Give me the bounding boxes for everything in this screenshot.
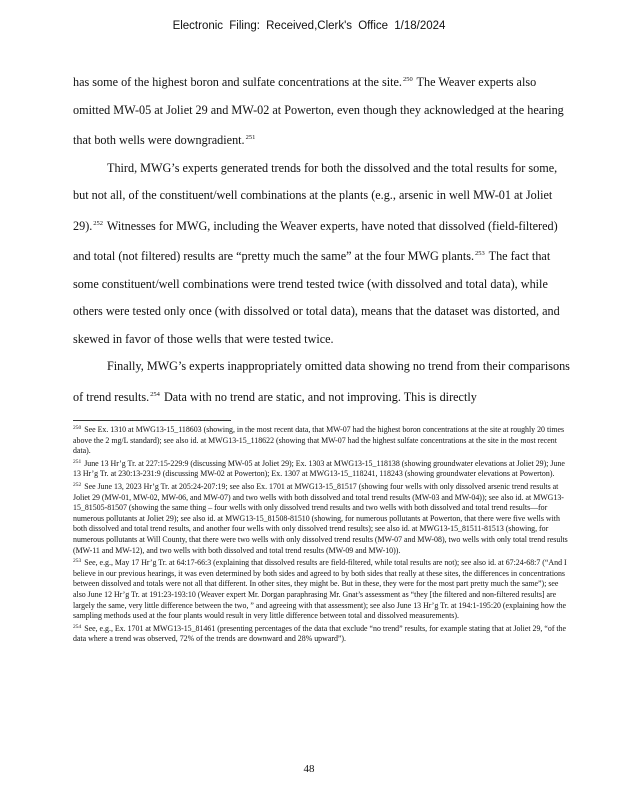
paragraph [73,155,571,354]
footnote-text: See Ex. 1310 at MWG13-15_118603 (showing, in the most recent data, that MW-07 had the highest boron concentrations at the site at roughly 20 times above the 2 mg/L standard); see also id. at MWG13-15_118622 (showing that MW-07 had the highest sulfate concentrations at the site in the most recent data). [73,425,565,456]
footnote-ref: 254 [150,390,160,398]
footnote-text: See June 13, 2023 Hr’g Tr. at 205:24-207:19; see also Ex. 1701 at MWG13-15_81517 (showing four wells with only dissolved arsenic trend results at Joliet 29 (MW-01, MW-02, MW-06, and MW-07) and two wells with both dissolved and total trend results (MW-03 and MW-04)); see also id. at MWG13-15_81505-81507 (showing the same thing – four wells with only dissolved trend results and two wells with both dissolved and total trend results—for numerous pollutants at Joliet 29); see also id. at MWG13-15_81508-81510 (showing, for numerous pollutants at Powerton, that there were five wells with both dissolved and total trend results, and another four wells with only dissolved trend results); see also id. at MWG13-15_81511-81513 (showing, for numerous pollutants at Will County, that there were two wells with only dissolved trend results (MW-07 and MW-08), two wells with only total trend results (MW-11 and MW-12), and two wells with both dissolved and total trend results (MW-09 and MW-10)). [73,481,568,555]
paragraph-text: Witnesses for MWG, including the Weaver experts, have noted that dissolved (field-filtered) and total (not filtered) results are “pretty much the same” at the four MWG plants. [73,218,558,263]
footnote [73,556,571,622]
footnote-text: See, e.g., Ex. 1701 at MWG13-15_81461 (presenting percentages of the data that exclude “no trend” results, for example stating that at Joliet 29, “of the data where a trend was observed, 72% of the trends are downward and 28% upward”). [73,623,567,644]
paragraph-text: The fact that some constituent/well combinations were trend tested twice (with dissolved and total data), while others were tested only once (with dissolved or total data), means that the dataset was distorted, and skewed in favor of those wells that were tested twice. [73,249,560,346]
paragraph [73,66,571,155]
footnote-ref: 252 [93,219,104,227]
page-number: 48 [303,763,315,775]
paragraph-text: has some of the highest boron and sulfate concentrations at the site. [73,75,402,89]
footnote-text: June 13 Hr’g Tr. at 227:15-229:9 (discussing MW-05 at Joliet 29); Ex. 1303 at MWG13-15_118138 (showing groundwater elevations at Joliet 29); June 13 Hr’g Tr. at 230:13-231:9 (discussing MW-02 at Powerton); Ex. 1307 at MWG13-15_118241, 118243 (showing groundwater elevations at Powerton). [73,458,565,479]
footnote-text: See, e.g., May 17 Hr’g Tr. at 64:17-66:3 (explaining that dissolved results are field-filtered, while total results are not); see also id. at 67:24-68:7 (“And I believe in our previous hearings, it was even determined by both sides and agreed to by both sides that really at these sites, the differences in concentrations between dissolved and totals were not all that different. In other sites, they might be. But in these, they were for the most part pretty much the same”); see also June 12 Hr’g Tr. at 191:23-193:10 (Weaver expert Mr. Dorgan paraphrasing Mr. Gnat’s assessment as “they [the filtered and non-filtered results] are largely the same, very little difference between the two, ” and agreeing with that assessment); see also June 13 Hr’g Tr. at 194:1-195:20 (explaining how the sampling methods used at the four plants would result in very little difference between total and dissolved measurements). [73,558,567,621]
paragraph [73,353,571,411]
footnote-ref: 250 [402,76,413,83]
footnote-number: 254 [73,623,82,630]
footnote-number: 252 [73,481,82,488]
paragraph-text: Third, MWG’s experts generated trends for both the dissolved and the total results for some, but not all, of the constituent/well combinations at the plants (e.g., arsenic in well MW-01 at Joliet 29). [73,160,558,233]
footnote-number: 251 [73,458,82,465]
footnote [73,423,571,457]
filing-header: Electronic Filing: Received,Clerk's Office 1/18/2024 [172,20,446,32]
footnote-number: 253 [73,558,82,565]
footnote-ref: 253 [475,250,485,257]
footnote-number: 250 [73,425,82,431]
footnotes [73,423,571,645]
paragraph-text: Data with no trend are static, and not improving. This is directly [160,389,477,404]
paragraph-text: Finally, MWG’s experts inappropriately omitted data showing no trend from their comparisons of trend results. [73,359,570,404]
footnote [73,622,571,645]
footnote-ref: 251 [245,134,256,141]
footnote [73,457,571,480]
footnote [73,480,571,556]
footnote-divider [73,420,231,421]
document-body [73,66,571,411]
paragraph-text: The Weaver experts also omitted MW-05 at Joliet 29 and MW-02 at Powerton, even though they acknowledged at the hearing that both wells were downgradient. [73,75,564,147]
